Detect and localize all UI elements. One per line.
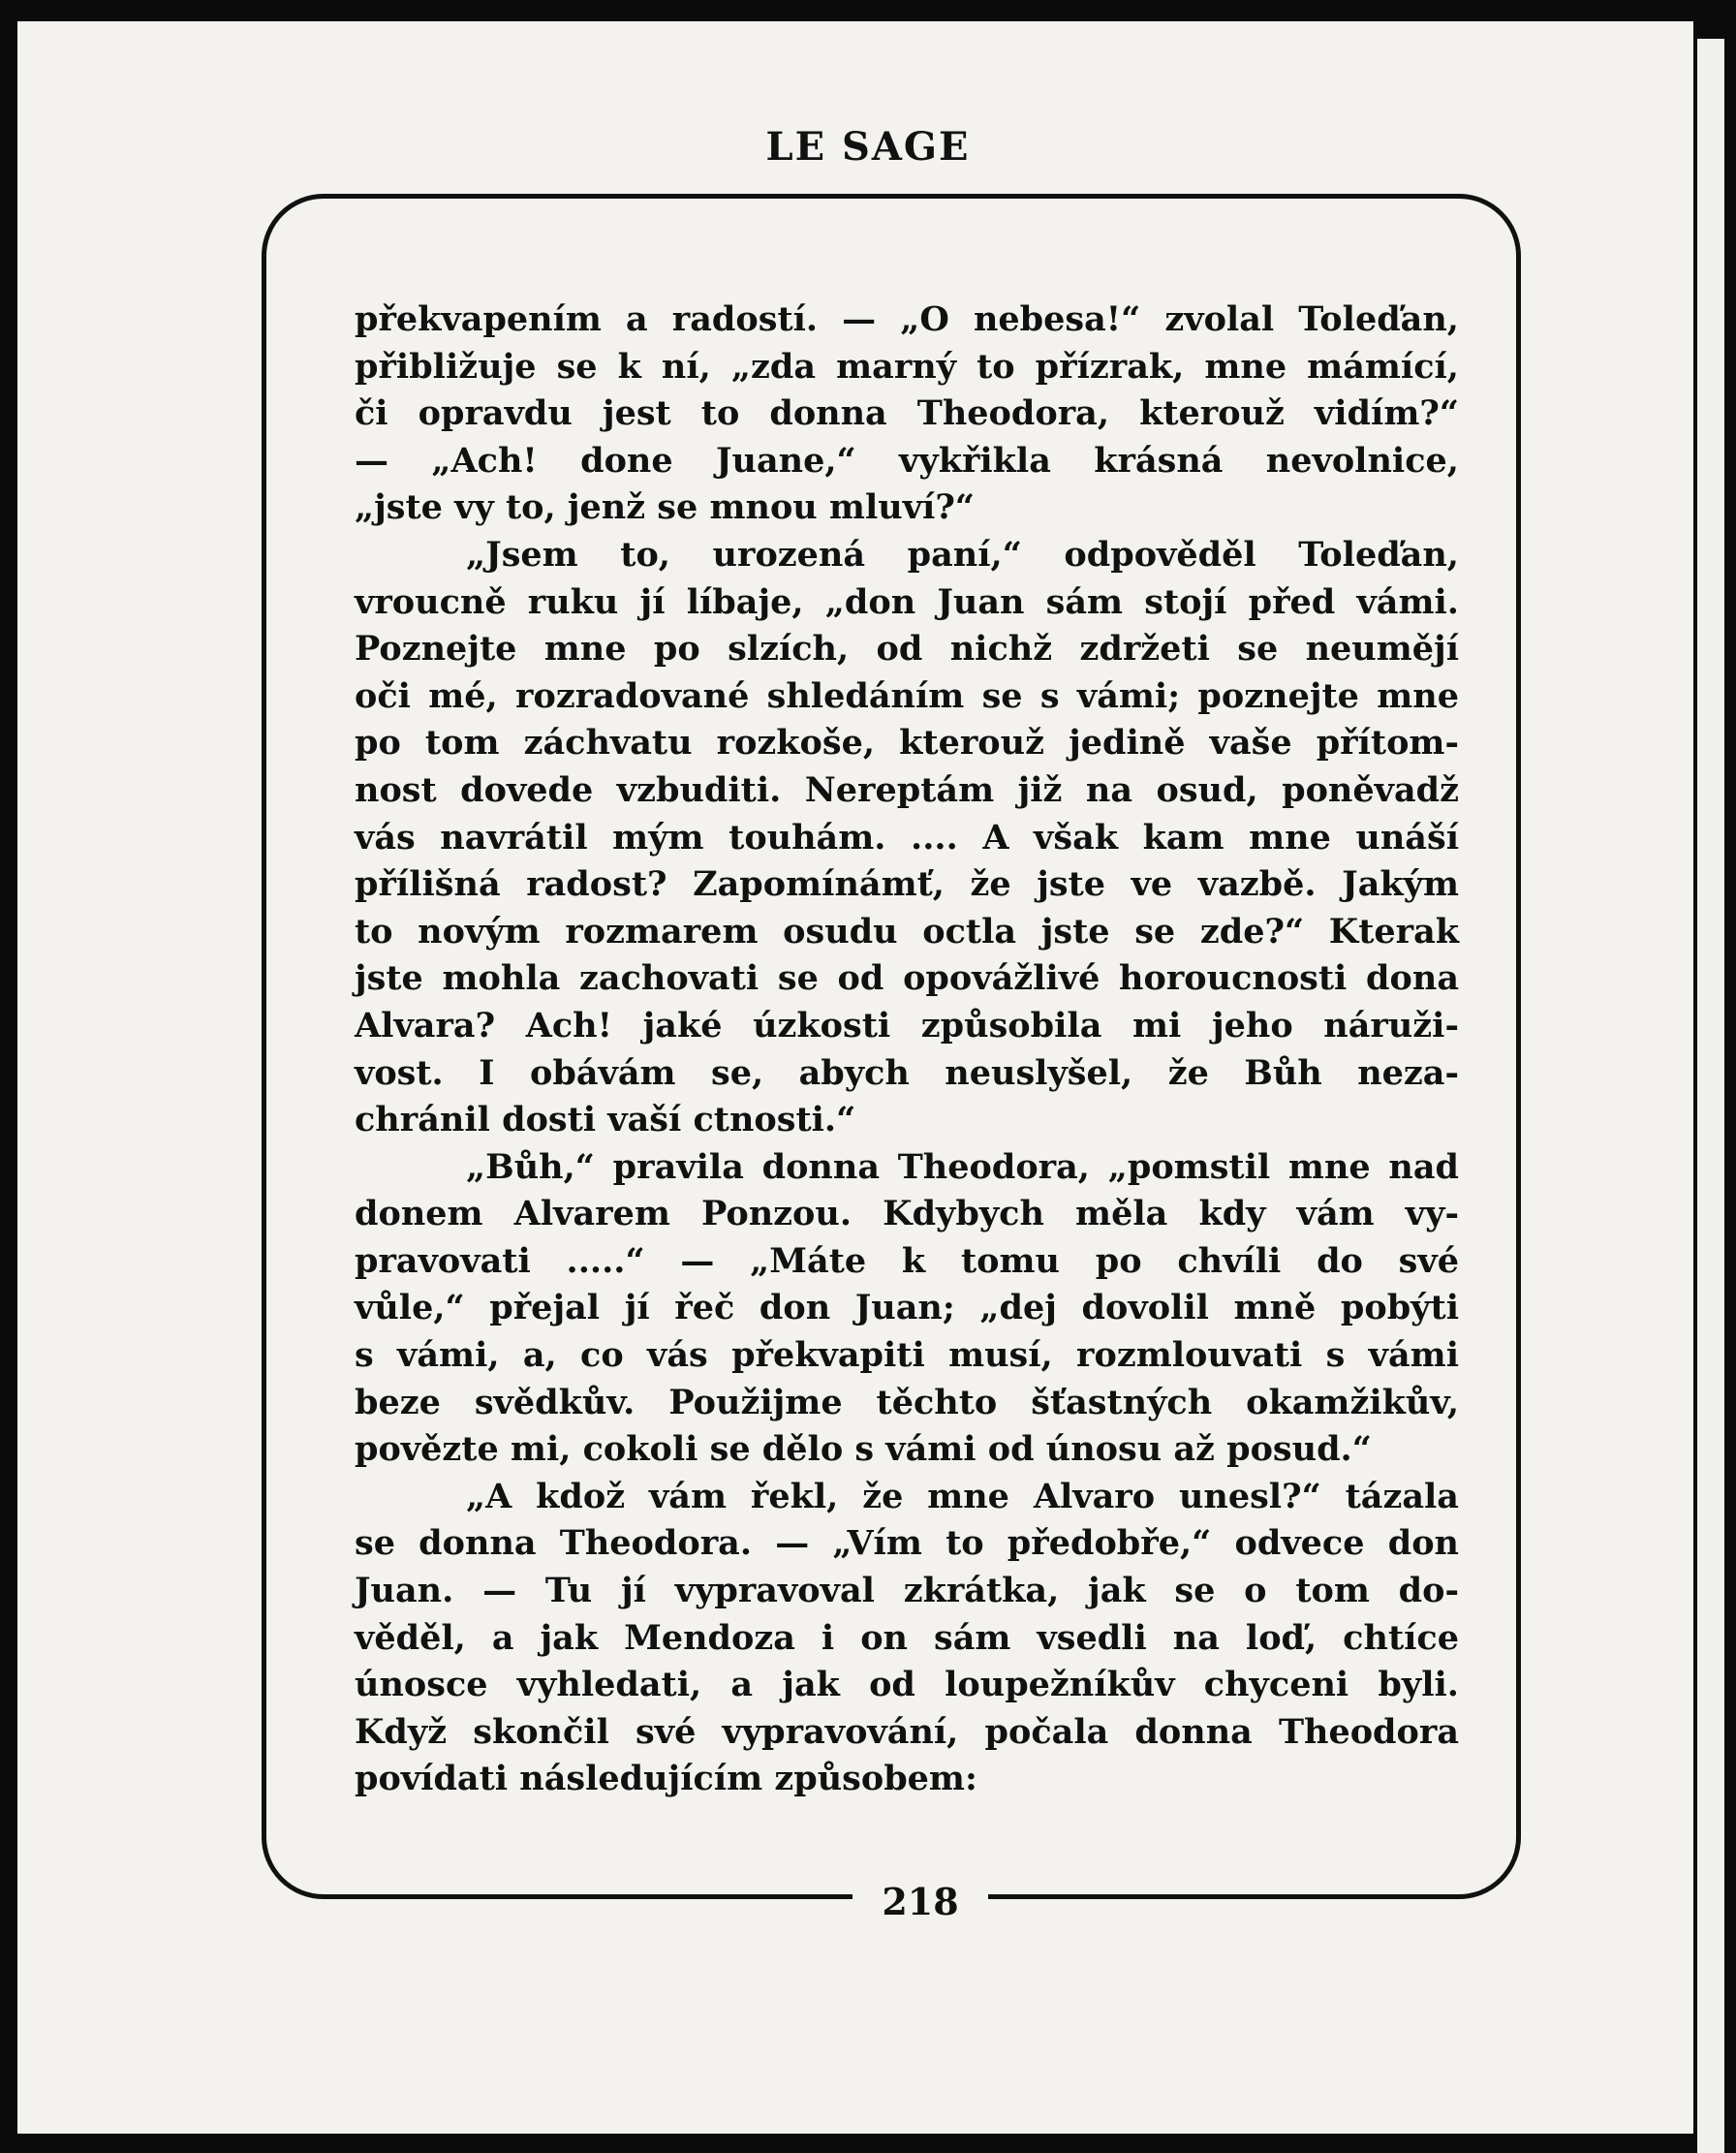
- page-number: 218: [882, 1880, 959, 1923]
- text-line: přílišná radost? Zapomínámť, že jste ve vazbě. Jakým: [355, 864, 1459, 905]
- text-line: Poznejte mne po slzích, od nichž zdržeti se neumějí: [355, 629, 1459, 670]
- text-line: s vámi, a, co vás překvapiti musí, rozmlouvati s vámi: [355, 1335, 1459, 1376]
- text-line: vás navrátil mým touhám. .... A však kam mne unáší: [355, 817, 1459, 858]
- text-line: únosce vyhledati, a jak od loupežníkův chyceni byli.: [355, 1665, 1459, 1705]
- text-line: či opravdu jest to donna Theodora, kterouž vidím?“: [355, 393, 1459, 434]
- text-line: Když skončil své vypravování, počala donna Theodora: [355, 1711, 1459, 1752]
- text-line: přibližuje se k ní, „zda marný to přízrak, mne mámící,: [355, 346, 1459, 387]
- text-line: chránil dosti vaší ctnosti.“: [355, 1100, 856, 1140]
- text-line: vůle,“ přejal jí řeč don Juan; „dej dovolil mně pobýti: [355, 1288, 1459, 1328]
- text-line: „jste vy to, jenž se mnou mluví?“: [355, 487, 975, 528]
- text-line: se donna Theodora. — „Vím to předobře,“ odvece don: [355, 1523, 1459, 1564]
- text-line: nost dovede vzbuditi. Nereptám již na osud, poněvadž: [355, 769, 1459, 810]
- text-line: jste mohla zachovati se od opovážlivé horoucnosti dona: [355, 958, 1459, 999]
- text-line: vroucně ruku jí líbaje, „don Juan sám stojí před vámi.: [355, 581, 1459, 622]
- adjacent-page-edge: [1697, 39, 1724, 2153]
- text-line: vost. I obávám se, abych neuslyšel, že Bůh neza-: [355, 1052, 1459, 1093]
- text-line: beze svědkův. Použijme těchto šťastných okamžikův,: [355, 1382, 1459, 1422]
- text-line: povídati následujícím způsobem:: [355, 1759, 977, 1799]
- body-text: [355, 296, 1459, 1803]
- text-line: Juan. — Tu jí vypravoval zkrátka, jak se o tom do-: [355, 1571, 1459, 1611]
- text-line: donem Alvarem Ponzou. Kdybych měla kdy vám vy-: [355, 1194, 1459, 1234]
- text-line: věděl, a jak Mendoza i on sám vsedli na loď, chtíce: [355, 1617, 1459, 1658]
- text-line: „Bůh,“ pravila donna Theodora, „pomstil mne nad: [466, 1146, 1459, 1187]
- running-header: LE SAGE: [765, 124, 971, 170]
- text-line: „A kdož vám řekl, že mne Alvaro unesl?“ tázala: [466, 1476, 1459, 1516]
- text-line: Alvara? Ach! jaké úzkosti způsobila mi jeho náruži-: [355, 1005, 1459, 1045]
- text-line: překvapením a radostí. — „O nebesa!“ zvolal Toleďan,: [355, 299, 1459, 339]
- text-line: to novým rozmarem osudu octla jste se zde?“ Kterak: [355, 911, 1459, 952]
- text-line: — „Ach! done Juane,“ vykřikla krásná nevolnice,: [355, 440, 1459, 481]
- text-line: „Jsem to, urozená paní,“ odpověděl Toleďan,: [466, 534, 1459, 575]
- text-line: pravovati .....“ — „Máte k tomu po chvíli do své: [355, 1240, 1459, 1281]
- text-line: po tom záchvatu rozkoše, kterouž jedině vaše přítom-: [355, 723, 1459, 764]
- text-line: oči mé, rozradované shledáním se s vámi; poznejte mne: [355, 675, 1459, 716]
- text-line: povězte mi, cokoli se dělo s vámi od únosu až posud.“: [355, 1429, 1372, 1470]
